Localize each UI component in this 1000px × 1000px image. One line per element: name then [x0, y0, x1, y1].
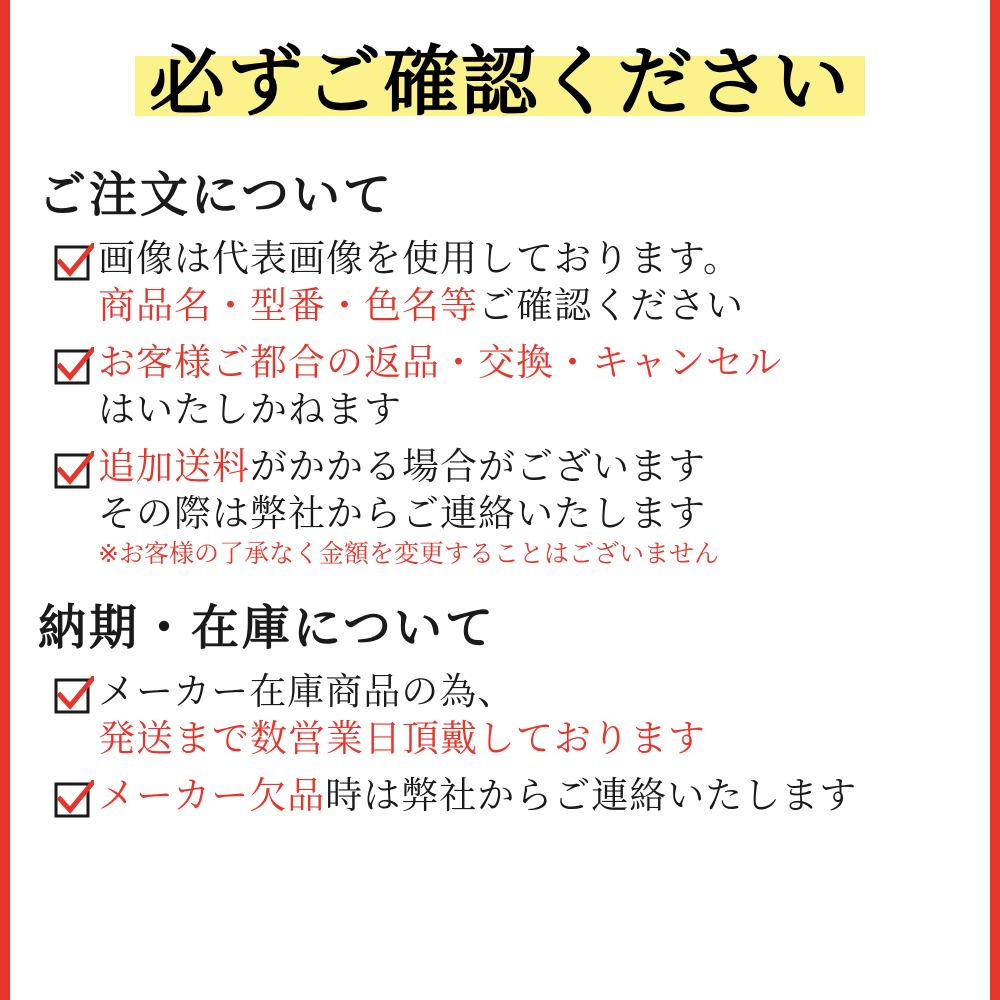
list-item-lines: [98, 443, 990, 571]
list-item-line: メーカー在庫商品の為、: [98, 670, 516, 713]
page-title: [135, 34, 865, 130]
checkbox-checked-icon: [54, 676, 94, 716]
list-item-line-black: 時は弊社からご連絡いたします: [325, 774, 858, 817]
list-item-line: お客様ご都合の返品・交換・キャンセル: [98, 341, 782, 384]
list-item: [54, 235, 990, 329]
section-heading-delivery: 納期・在庫について: [38, 600, 497, 656]
list-item-line-black: がかかる場合がございます: [250, 445, 706, 488]
checkbox-checked-icon: [54, 347, 94, 387]
right-red-border: [990, 0, 1000, 1000]
list-item-line: [98, 774, 857, 817]
checkbox-checked-icon: [54, 451, 94, 491]
list-item: [54, 339, 990, 433]
list-item-lines: [98, 668, 990, 762]
list-item: [54, 668, 990, 762]
list-item-lines: [98, 339, 990, 433]
list-item-line: [98, 284, 744, 327]
list-item-line: はいたしかねます: [98, 388, 402, 431]
list-item-line-red: メーカー欠品: [98, 774, 326, 817]
list-item-line: 画像は代表画像を使用しております。: [98, 237, 742, 280]
list-item-lines: [98, 772, 857, 819]
checkbox-checked-icon: [54, 780, 94, 820]
list-item-line: [98, 445, 706, 488]
list-item-line: 発送まで数営業日頂戴しております: [98, 717, 706, 760]
list-item-line-black: ご確認ください: [478, 284, 744, 327]
list-item-line-red: 商品名・型番・色名等: [98, 284, 478, 327]
list-item-note: ※お客様の了承なく金額を変更することはございません: [98, 539, 719, 568]
list-item-line: その際は弊社からご連絡いたします: [98, 492, 706, 535]
page-title-wrap: [10, 34, 990, 134]
page-title-text: 必ずご確認ください: [149, 37, 851, 126]
list-item-line-red: 追加送料: [98, 445, 250, 488]
list-item-lines: [98, 235, 990, 329]
list-item: [54, 443, 990, 571]
notice-content: [10, 0, 990, 1000]
list-item: [54, 772, 990, 820]
checkbox-checked-icon: [54, 243, 94, 283]
left-red-border: [0, 0, 10, 1000]
section-heading-order: ご注文について: [38, 167, 395, 223]
